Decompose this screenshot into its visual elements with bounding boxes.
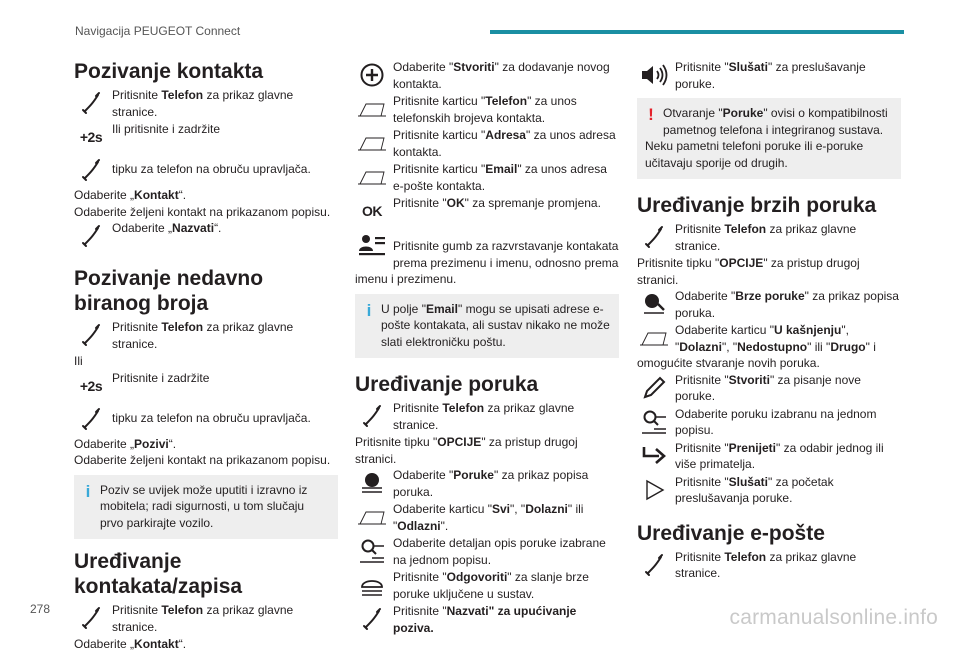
step-row <box>355 400 619 433</box>
step-text: Odaberite "Brze poruke" za prikaz popisa poruka. <box>675 289 899 320</box>
step-text: Odaberite poruku izabranu na jednom popisu. <box>675 406 877 437</box>
step-row <box>355 603 619 636</box>
step-text: Pritisnite Telefon za prikaz glavne stranice. <box>112 603 294 634</box>
step-text: Ili pritisnite i zadržite <box>112 122 221 136</box>
phone-handset-icon <box>355 603 389 635</box>
phone-handset-icon <box>74 319 108 351</box>
step-row <box>74 121 338 153</box>
step-text: Pritisnite gumb za razvrstavanje kontakata prema prezimenu i imenu, odnosno prema imenu i prezimenu. <box>355 239 619 286</box>
step-text: Odaberite „Nazvati“. <box>112 221 222 235</box>
step-text: Pritisnite "Nazvati" za upućivanje poziva. <box>393 604 577 635</box>
step-row <box>637 288 901 321</box>
speaker-icon <box>637 59 671 91</box>
detail-list-icon <box>355 535 389 567</box>
column-2 <box>355 59 619 637</box>
step-text: Pritisnite "Slušati" za preslušavanje poruke. <box>675 60 866 91</box>
tab-icon <box>355 127 389 159</box>
step-text: tipku za telefon na obruču upravljača. <box>112 410 311 425</box>
step-row <box>355 501 619 534</box>
info-note <box>355 294 619 359</box>
column-1 <box>74 55 338 653</box>
phone-handset-icon <box>355 400 389 432</box>
hold-2s-icon: +2s <box>79 129 103 145</box>
section-title-edit-email: Uređivanje e-pošte <box>637 521 825 545</box>
quick-messages-icon <box>637 288 671 320</box>
section-title-edit-messages: Uređivanje poruka <box>355 373 539 396</box>
step-text: Odaberite "Poruke" za prikaz popisa poruka. <box>393 468 589 499</box>
step-row <box>74 403 338 435</box>
step-row <box>355 161 619 194</box>
note-text: U polje "Email" mogu se upisati adrese e-pošte kontakata, ali sustav nikako ne može slati elektroničku poštu. <box>381 301 610 349</box>
step-text: Odaberite karticu "Svi", "Dolazni" ili "Odlazni". <box>393 502 584 533</box>
step-row <box>355 535 619 568</box>
step-text: Pritisnite Telefon za prikaz glavne stranice. <box>393 401 575 432</box>
step-text: Pritisnite karticu "Telefon" za unos telefonskih brojeva kontakta. <box>393 94 577 125</box>
header-accent-bar <box>490 30 904 34</box>
step-row <box>74 602 338 635</box>
step-row <box>74 319 338 352</box>
step-text: Pritisnite Telefon za prikaz glavne stranice. <box>112 88 294 119</box>
step-text: Pritisnite "OK" za spremanje promjena. <box>393 196 601 210</box>
info-icon: i <box>85 481 91 501</box>
step-row <box>74 220 338 252</box>
phone-handset-icon <box>637 549 671 581</box>
forward-arrow-icon <box>637 440 671 472</box>
column-3 <box>637 59 901 583</box>
section-title-quick-messages: Uređivanje brzih poruka <box>637 194 877 217</box>
tab-icon <box>355 501 389 533</box>
step-row <box>637 440 901 473</box>
tab-step <box>637 322 901 372</box>
step-text: Pritisnite Telefon za prikaz glavne stranice. <box>675 549 857 580</box>
warning-icon: ! <box>648 105 654 124</box>
running-header: Navigacija PEUGEOT Connect <box>75 24 241 38</box>
sort-contacts-icon <box>355 228 389 260</box>
note-text: Poziv se uvijek može uputiti i izravno iz mobitela; radi sigurnosti, u tom slučaju prvo parkirajte vozilo. <box>100 482 308 530</box>
sort-step <box>355 228 619 288</box>
paragraph: Odaberite „Kontakt“. <box>74 188 187 202</box>
messages-icon <box>355 467 389 499</box>
ok-icon: OK <box>362 203 382 219</box>
step-row <box>637 59 901 92</box>
step-row <box>355 127 619 160</box>
paragraph: Odaberite željeni kontakt na prikazanom popisu. <box>74 453 331 467</box>
step-row <box>74 87 338 120</box>
step-text: tipku za telefon na obruču upravljača. <box>112 162 311 176</box>
step-row <box>355 467 619 500</box>
paragraph: Pritisnite tipku "OPCIJE" za pristup drugoj stranici. <box>355 435 578 466</box>
step-row <box>355 195 619 227</box>
step-text: Pritisnite "Odgovoriti" za slanje brze poruke uključene u sustav. <box>393 570 589 601</box>
phone-handset-icon <box>74 87 108 119</box>
warning-note <box>637 98 901 179</box>
step-row <box>637 549 901 582</box>
step-text: Pritisnite "Stvoriti" za pisanje nove poruke. <box>675 372 861 403</box>
step-row <box>74 154 338 186</box>
step-text: Pritisnite i zadržite <box>112 370 210 385</box>
step-row <box>74 370 338 402</box>
tab-icon <box>355 161 389 193</box>
step-row <box>637 221 901 254</box>
step-text: Pritisnite karticu "Email" za unos adresa e-pošte kontakta. <box>393 162 607 193</box>
paragraph: Ili <box>74 354 83 368</box>
step-row <box>355 59 619 92</box>
reply-message-icon <box>355 569 389 601</box>
section-title-call-contact: Pozivanje kontakta <box>74 60 264 83</box>
watermark: carmanualsonline.info <box>729 606 938 629</box>
paragraph: Pritisnite tipku "OPCIJE" za pristup drugoj stranici. <box>637 256 860 287</box>
step-text: Pritisnite Telefon za prikaz glavne stranice. <box>112 320 294 351</box>
pencil-icon <box>637 372 671 404</box>
phone-handset-icon <box>74 602 108 634</box>
detail-list-icon <box>637 406 671 438</box>
info-icon: i <box>366 300 372 320</box>
section-title-edit-contacts: Uređivanje kontakata/zapisa <box>74 550 243 598</box>
step-text: Pritisnite "Slušati" za početak preslušavanja poruke. <box>675 474 834 505</box>
paragraph: Odaberite željeni kontakt na prikazanom popisu. <box>74 204 331 219</box>
step-text: Odaberite karticu "U kašnjenju", "Dolazni", "Nedostupno" ili "Drugo" i omogućite stvaranje novih poruka. <box>637 323 876 370</box>
hold-2s-icon: +2s <box>79 377 103 394</box>
phone-handset-icon <box>74 403 108 435</box>
paragraph: Odaberite „Pozivi“. <box>74 436 177 451</box>
step-text: Odaberite "Stvoriti" za dodavanje novog kontakta. <box>393 60 610 91</box>
phone-handset-icon <box>74 154 108 186</box>
add-circle-icon <box>355 59 389 91</box>
step-text: Pritisnite karticu "Adresa" za unos adresa kontakta. <box>393 128 616 159</box>
tab-icon <box>355 93 389 125</box>
step-text: Odaberite detaljan opis poruke izabrane na jednom popisu. <box>393 536 606 567</box>
section-title-redial: Pozivanje nedavno biranog broja <box>74 267 264 315</box>
page-number: 278 <box>30 602 51 616</box>
play-icon <box>637 474 671 506</box>
step-row <box>637 406 901 439</box>
step-row <box>637 474 901 507</box>
step-text: Pritisnite Telefon za prikaz glavne stranice. <box>675 222 857 253</box>
phone-handset-icon <box>74 220 108 252</box>
tab-icon <box>637 322 671 354</box>
step-text: Pritisnite "Prenijeti" za odabir jednog ili više primatelja. <box>675 440 884 471</box>
info-note <box>74 475 338 540</box>
note-text: Neku pametni telefoni poruke ili e-poruke učitavaju sporije od drugih. <box>645 139 864 170</box>
step-row <box>355 93 619 126</box>
step-row <box>355 569 619 602</box>
step-row <box>637 372 901 405</box>
note-text: Otvaranje "Poruke" ovisi o kompatibilnosti pametnog telefona i integriranog sustava. <box>663 106 888 137</box>
paragraph: Odaberite „Kontakt“. <box>74 637 187 651</box>
phone-handset-icon <box>637 221 671 253</box>
